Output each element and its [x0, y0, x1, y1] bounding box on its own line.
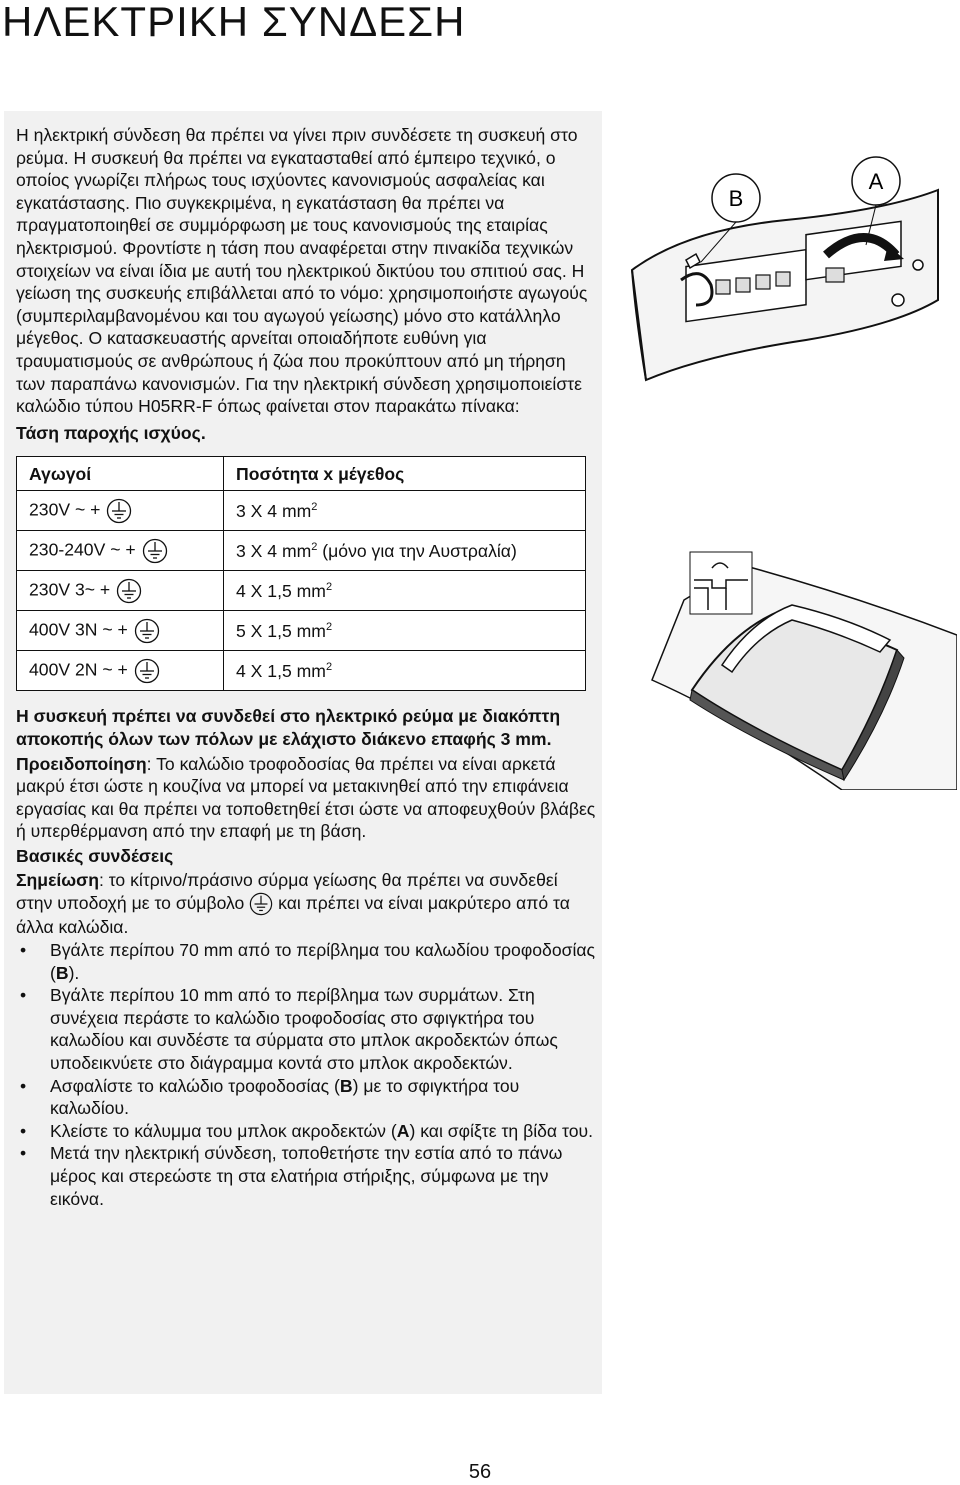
- terminal-block-illustration: [626, 150, 946, 385]
- note-label: Σημείωση: [16, 870, 99, 891]
- table-row: [17, 491, 586, 531]
- ground-icon: [106, 498, 132, 524]
- list-item: • Κλείστε το κάλυμμα του μπλοκ ακροδεκτών (A) και σφίξτε τη βίδα του.: [20, 1120, 593, 1141]
- supply-heading: Τάση παροχής ισχύος.: [16, 422, 206, 443]
- intro-paragraph: Η ηλεκτρική σύνδεση θα πρέπει να γίνει πριν συνδέσετε τη συσκευή στο ρεύμα. Η συσκευή θα πρέπει να εγκατασταθεί από έμπειρο τεχνικό, ο οποίος γνωρίζει πλήρως τους ισχύοντες κανονισμούς ασφαλείας και εγκατάστασης. Πιο συγκεκριμένα, η εγκατάσταση θα πρέπει να πραγματοποιηθεί σε συμμόρφωση με τους κανονισμούς της εταιρίας ηλεκτρισμού. Φροντίστε η τάση που αναφέρεται στην πινακίδα τεχνικών στοιχείων να είναι ίδια με αυτή του ηλεκτρικού δικτύου του σπιτιού σας. Η γείωση της συσκευής επιβάλλεται από το νόμο: χρησιμοποιήστε αγωγούς (συμπεριλαμβανομένου και του αγωγού γείωσης) μόνο στο κατάλληλο μέγεθος. Ο κατασκευαστής αρνείται οποιαδήποτε ευθύνη για τραυματισμούς σε ανθρώπους ή ζώα που προκύπτουν από μη τήρηση των παραπάνω κανονισμών. Για την ηλεκτρική σύνδεση χρησιμοποιείστε καλώδιο τύπου H05RR-F όπως φαίνεται στον παρακάτω πίνακα:: [16, 125, 588, 417]
- bullet: •: [20, 1120, 27, 1141]
- basic-connections-title: Βασικές συνδέσεις: [16, 845, 174, 866]
- ground-icon: [249, 892, 273, 916]
- exponent: 2: [311, 500, 318, 513]
- bullet: •: [20, 1075, 27, 1096]
- quantity-value: 3 X 4 mm: [236, 540, 312, 561]
- table-row: [17, 571, 586, 611]
- conductor-label: 230V 3~ +: [29, 579, 111, 600]
- conductor-label: 230-240V ~ +: [29, 539, 136, 560]
- note-text: : το κίτρινο/πράσινο σύρμα γείωσης θα πρέπει να συνδεθεί στην υποδοχή με το σύμβολο: [16, 870, 558, 914]
- warning-text: : Το καλώδιο τροφοδοσίας θα πρέπει να είναι αρκετά μακρύ έτσι ώστε η κουζίνα να μπορεί να μετακινηθεί από την επιφάνεια εργασίας και θα πρέπει να τοποθετηθεί έτσι ώστε να αποφευχθούν βλάβες ή υπερθέρμανση από την επαφή με τη βάση.: [16, 753, 596, 842]
- page-number: 56: [468, 1461, 492, 1483]
- detail-inset: [690, 552, 752, 614]
- quantity-value: 5 X 1,5 mm: [236, 620, 326, 641]
- bullet: •: [20, 985, 27, 1006]
- conductor-table: [16, 456, 586, 691]
- exponent: 2: [325, 580, 333, 593]
- quantity-value: 3 X 4 mm: [236, 500, 312, 521]
- conductor-label: 400V 2N ~ +: [29, 659, 128, 680]
- ground-icon: [116, 578, 142, 604]
- steps-list: [16, 939, 596, 1210]
- ground-icon: [134, 658, 160, 684]
- ground-icon: [134, 618, 160, 644]
- table-row: [17, 531, 586, 571]
- note-text-continued: και πρέπει να είναι μακρύτερο από τα άλλα καλώδια.: [16, 893, 570, 938]
- list-item: • Μετά την ηλεκτρική σύνδεση, τοποθετήστε την εστία από το πάνω μέρος και στερεώστε τη στα ελατήρια στήριξης, σύμφωνα με την εικόνα.: [20, 1143, 563, 1209]
- label-a: A: [868, 169, 884, 194]
- hob-installation-illustration: [632, 540, 957, 790]
- quantity-value: 4 X 1,5 mm: [236, 580, 326, 601]
- list-item: • Ασφαλίστε το καλώδιο τροφοδοσίας (B) με το σφιγκτήρα του καλωδίου.: [20, 1075, 520, 1119]
- label-b: B: [728, 186, 744, 211]
- table-row: [17, 611, 586, 651]
- warning-label: Προειδοποίηση: [16, 753, 147, 774]
- warning-paragraph: [16, 753, 596, 843]
- quantity-value: 4 X 1,5 mm: [236, 660, 326, 681]
- conductor-label: 230V ~ +: [29, 499, 101, 520]
- ground-icon: [142, 538, 168, 564]
- bullet: •: [20, 1143, 27, 1164]
- exponent: 2: [311, 540, 318, 553]
- table-header-conductors: Αγωγοί: [17, 457, 224, 491]
- list-item: • Βγάλτε περίπου 70 mm από το περίβλημα του καλωδίου τροφοδοσίας (B).: [20, 940, 596, 983]
- note-paragraph: [16, 869, 596, 939]
- quantity-note: (μόνο για την Αυστραλία): [317, 540, 517, 561]
- exponent: 2: [325, 620, 333, 633]
- table-header-quantity: Ποσότητα x μέγεθος: [224, 457, 586, 491]
- requirement-text: Η συσκευή πρέπει να συνδεθεί στο ηλεκτρικό ρεύμα με διακόπτη αποκοπής όλων των πόλων με ελάχιστο διάκενο επαφής 3 mm.: [16, 706, 561, 749]
- table-header-row: [17, 457, 586, 491]
- list-item: • Βγάλτε περίπου 10 mm από το περίβλημα των συρμάτων. Στη συνέχεια περάστε το καλώδιο τροφοδοσίας στο σφιγκτήρα του καλωδίου και συνδέστε τα σύρματα στο μπλοκ ακροδεκτών όπως υποδεικνύετε στο διάγραμμα κοντά στο μπλοκ ακροδεκτών.: [20, 985, 558, 1073]
- table-row: [17, 651, 586, 691]
- bullet: •: [20, 940, 27, 960]
- instruction-text: [16, 124, 596, 1210]
- exponent: 2: [325, 660, 333, 673]
- conductor-label: 400V 3N ~ +: [29, 619, 128, 640]
- page-title: ΗΛΕΚΤΡΙΚΗ ΣΥΝΔΕΣΗ: [2, 0, 466, 45]
